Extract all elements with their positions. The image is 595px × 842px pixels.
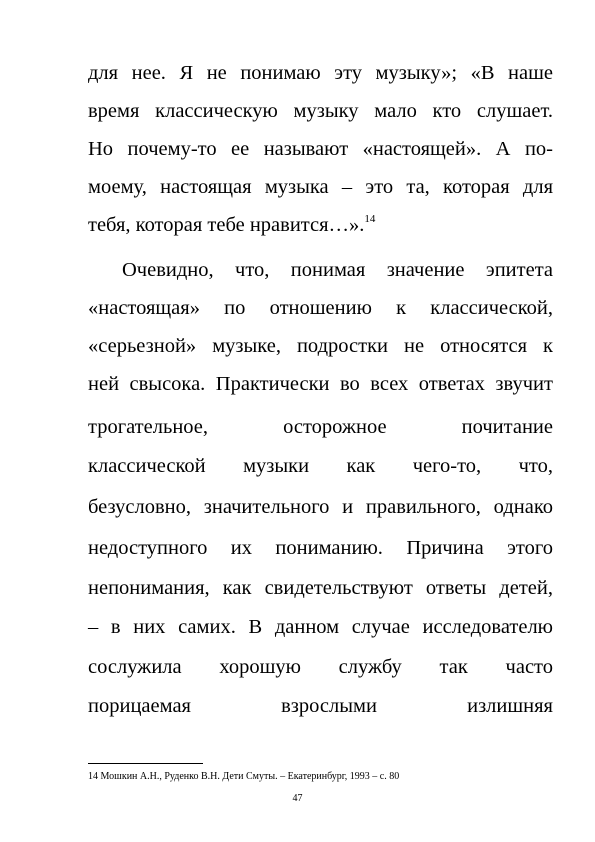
text-line: – в них самих. В данном случае исследователю — [88, 616, 553, 638]
text-line: время классическую музыку мало кто слушает. — [88, 100, 553, 122]
text-line: сослужила хорошую службу так часто — [88, 656, 553, 678]
paragraph-first-line: Очевидно, что, понимая значение эпитета — [122, 259, 553, 281]
footnote-separator — [88, 763, 203, 764]
text-line: ней свысока. Практически во всех ответах звучит — [88, 373, 553, 395]
text-line: порицаемая взрослыми излишняя — [88, 695, 553, 717]
text-line-with-footnote-ref — [88, 212, 553, 238]
page-number: 47 — [292, 793, 303, 804]
text-line: моему, настоящая музыка – это та, которая для — [88, 176, 553, 198]
text-line: тебя, которая тебе нравится…». — [88, 214, 365, 236]
text-line: безусловно, значительного и правильного, однако — [88, 496, 553, 518]
text-line: «настоящая» по отношению к классической, — [88, 297, 553, 319]
footnote-reference: 14 — [364, 213, 376, 225]
text-line: недоступного их пониманию. Причина этого — [88, 537, 553, 559]
text-line: непонимания, как свидетельствуют ответы детей, — [88, 577, 553, 599]
text-line: для нее. Я не понимаю эту музыку»; «В наше — [88, 62, 553, 84]
text-line: «серьезной» музыке, подростки не относятся к — [88, 335, 553, 357]
footnote-text: 14 Мошкин А.Н., Руденко В.Н. Дети Смуты. – Екатеринбург, 1993 – с. 80 — [88, 771, 400, 782]
text-line: классической музыки как чего-то, что, — [88, 455, 553, 477]
text-line: трогательное, осторожное почитание — [88, 416, 553, 438]
text-line: Но почему-то ее называют «настоящей». А по- — [88, 138, 553, 160]
